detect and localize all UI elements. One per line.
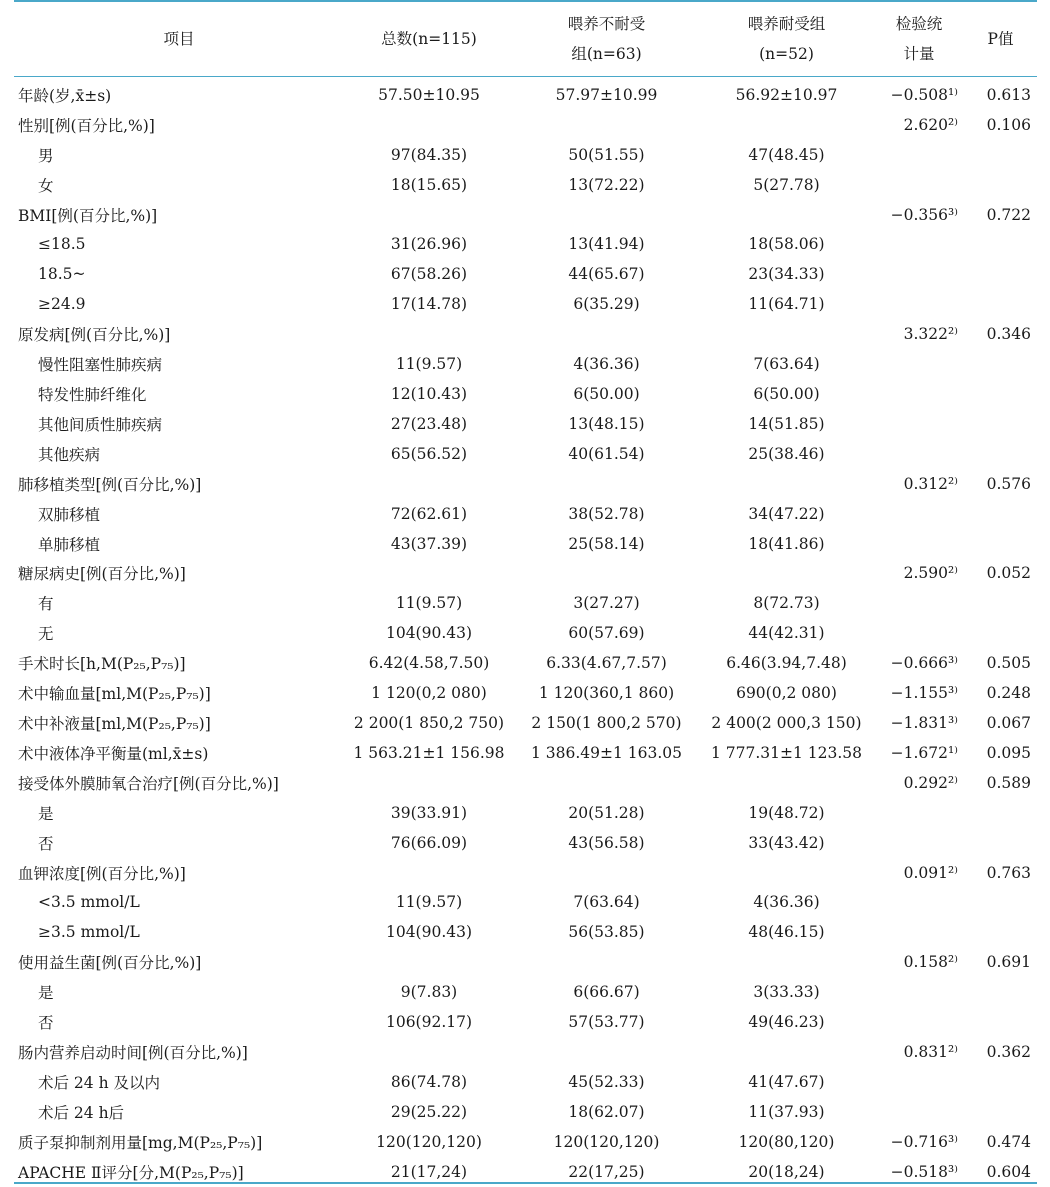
table-row [14,140,1037,170]
cell-statistic: 0.292²⁾ [903,773,958,792]
cell-intolerant: 7(63.64) [573,893,640,912]
table-row [14,439,1037,469]
cell-statistic: 3.322²⁾ [903,325,958,344]
cell-total: 97(84.35) [390,145,468,164]
cell-statistic: −1.672¹⁾ [890,743,958,762]
row-label: 无 [38,625,54,644]
cell-p-value: 0.604 [986,1162,1031,1181]
header-intolerant [514,9,699,69]
cell-intolerant: 22(17,25) [568,1162,645,1181]
row-label: 特发性肺纤维化 [38,386,147,405]
cell-tolerant: 6(50.00) [753,385,820,404]
cell-intolerant: 6(66.67) [573,983,640,1002]
table-row [14,947,1037,977]
cell-tolerant: 6.46(3.94,7.48) [726,654,847,673]
cell-intolerant: 25(58.14) [568,534,645,553]
row-label: 有 [38,595,54,614]
header-total: 总数(n=115) [381,30,477,48]
cell-p-value: 0.576 [986,474,1031,493]
table-row [14,110,1037,140]
cell-total: 104(90.43) [385,923,473,942]
table-row [14,259,1037,289]
table-row [14,1037,1037,1067]
table-row [14,588,1037,618]
row-label: 手术时长[h,M(P₂₅,P₇₅)] [18,655,186,674]
cell-tolerant: 7(63.64) [753,355,820,374]
header-statistic-line1: 检验统 [895,15,943,33]
header-item: 项目 [163,30,195,48]
cell-tolerant: 19(48.72) [748,803,825,822]
row-label: 慢性阻塞性肺疾病 [38,356,163,375]
row-label: 术中液体净平衡量(ml,x̄±s) [18,744,209,763]
cell-tolerant: 33(43.42) [748,833,825,852]
header-statistic [874,9,964,69]
cell-statistic: 2.620²⁾ [903,115,958,134]
cell-total: 6.42(4.58,7.50) [368,654,490,673]
cell-total: 65(56.52) [390,444,468,463]
row-label: ≥3.5 mmol/L [38,923,140,942]
cell-total: 11(9.57) [395,594,463,613]
cell-statistic: −0.518³⁾ [890,1162,958,1181]
table-row [14,1007,1037,1037]
table-row [14,917,1037,947]
cell-intolerant: 50(51.55) [568,145,645,164]
row-label: ≤18.5 [38,235,86,254]
cell-total: 1 563.21±1 156.98 [353,743,505,762]
cell-p-value: 0.346 [986,325,1031,344]
row-label: 女 [38,176,54,195]
table-row [14,887,1037,917]
row-label: <3.5 mmol/L [38,893,140,912]
table-row [14,708,1037,738]
cell-tolerant: 11(37.93) [748,1102,825,1121]
table-row [14,678,1037,708]
cell-intolerant: 1 386.49±1 163.05 [530,743,683,762]
cell-tolerant: 14(51.85) [748,414,825,433]
header-tolerant-line1: 喂养耐受组 [747,15,826,33]
row-label: 术后 24 h 及以内 [38,1073,160,1092]
cell-tolerant: 56.92±10.97 [735,85,838,104]
cell-tolerant: 47(48.45) [748,145,825,164]
cell-statistic: 0.312²⁾ [903,474,958,493]
row-label: 术后 24 h后 [38,1103,125,1122]
cell-tolerant: 4(36.36) [753,893,820,912]
cell-tolerant: 25(38.46) [748,444,825,463]
cell-intolerant: 13(48.15) [568,414,645,433]
cell-total: 17(14.78) [390,295,468,314]
data-table [14,0,1037,1187]
row-label: 原发病[例(百分比,%)] [18,326,171,345]
cell-intolerant: 6.33(4.67,7.57) [546,654,667,673]
cell-total: 43(37.39) [390,534,468,553]
header-intolerant-line1: 喂养不耐受 [567,15,646,33]
cell-p-value: 0.691 [986,953,1031,972]
table-row [14,618,1037,648]
cell-p-value: 0.474 [986,1132,1031,1151]
table-row [14,529,1037,559]
cell-tolerant: 18(58.06) [748,235,825,254]
header-statistic-line2: 计量 [903,45,935,63]
cell-total: 76(66.09) [390,833,468,852]
row-label: 使用益生菌[例(百分比,%)] [18,954,202,973]
cell-tolerant: 3(33.33) [753,983,820,1002]
cell-tolerant: 48(46.15) [748,923,825,942]
cell-intolerant: 56(53.85) [568,923,645,942]
cell-intolerant: 38(52.78) [568,504,645,523]
cell-intolerant: 3(27.27) [573,594,640,613]
cell-intolerant: 13(72.22) [568,175,645,194]
cell-total: 21(17,24) [390,1162,468,1181]
row-label: 否 [38,834,54,853]
row-label: 糖尿病史[例(百分比,%)] [18,565,186,584]
cell-p-value: 0.505 [986,654,1031,673]
cell-tolerant: 49(46.23) [748,1013,825,1032]
row-label: 血钾浓度[例(百分比,%)] [18,864,186,883]
table-row [14,1097,1037,1127]
cell-p-value: 0.763 [986,863,1031,882]
cell-total: 11(9.57) [395,893,463,912]
table-row [14,559,1037,589]
cell-tolerant: 2 400(2 000,3 150) [711,713,862,732]
table-row [14,80,1037,110]
row-label: 性别[例(百分比,%)] [18,116,155,135]
row-label: 其他疾病 [38,445,101,464]
cell-tolerant: 11(64.71) [748,295,825,314]
cell-statistic: 2.590²⁾ [903,564,958,583]
cell-statistic: −0.666³⁾ [890,654,958,673]
table-row [14,648,1037,678]
cell-total: 18(15.65) [390,175,468,194]
cell-statistic: 0.831²⁾ [903,1042,958,1061]
row-label: 年龄(岁,x̄±s) [18,86,112,105]
cell-tolerant: 18(41.86) [748,534,825,553]
table-row [14,349,1037,379]
cell-statistic: 0.091²⁾ [903,863,958,882]
cell-intolerant: 40(61.54) [568,444,645,463]
cell-total: 72(62.61) [390,504,468,523]
cell-intolerant: 44(65.67) [568,265,645,284]
cell-p-value: 0.052 [986,564,1031,583]
row-label: 肠内营养启动时间[例(百分比,%)] [18,1043,248,1062]
cell-tolerant: 23(34.33) [748,265,825,284]
cell-intolerant: 1 120(360,1 860) [538,684,675,703]
cell-total: 9(7.83) [400,983,458,1002]
cell-intolerant: 4(36.36) [573,355,640,374]
cell-total: 57.50±10.95 [378,85,480,104]
cell-total: 29(25.22) [390,1102,468,1121]
cell-intolerant: 57(53.77) [568,1013,645,1032]
cell-total: 12(10.43) [390,385,468,404]
row-label: ≥24.9 [38,295,86,314]
table-row [14,230,1037,260]
cell-p-value: 0.106 [986,115,1031,134]
cell-p-value: 0.362 [986,1042,1031,1061]
header-p-value: P值 [987,30,1014,48]
row-label: 是 [38,984,54,1003]
cell-total: 106(92.17) [385,1013,473,1032]
row-label: 是 [38,804,54,823]
row-label: 术中输血量[ml,M(P₂₅,P₇₅)] [18,685,211,704]
row-label: 其他间质性肺疾病 [38,415,163,434]
cell-intolerant: 18(62.07) [568,1102,645,1121]
header-intolerant-line2: 组(n=63) [571,45,642,63]
table-row [14,319,1037,349]
cell-p-value: 0.248 [986,684,1031,703]
table-row [14,768,1037,798]
cell-statistic: 0.158²⁾ [903,953,958,972]
table-body [14,77,1037,1187]
row-label: APACHE Ⅱ评分[分,M(P₂₅,P₇₅)] [18,1163,244,1182]
row-label: 单肺移植 [38,535,101,554]
cell-total: 31(26.96) [390,235,468,254]
table-row [14,828,1037,858]
table-row [14,977,1037,1007]
cell-tolerant: 690(0,2 080) [736,684,837,703]
row-label: 双肺移植 [38,505,101,524]
row-label: 术中补液量[ml,M(P₂₅,P₇₅)] [18,714,211,733]
cell-statistic: −0.508¹⁾ [890,85,958,104]
table-row [14,379,1037,409]
table-row [14,798,1037,828]
bottom-rule [14,1182,1037,1184]
table-row [14,200,1037,230]
cell-total: 104(90.43) [385,624,473,643]
table-row [14,289,1037,319]
table-row [14,409,1037,439]
table-row [14,1127,1037,1157]
cell-total: 67(58.26) [390,265,468,284]
cell-total: 39(33.91) [390,803,468,822]
cell-total: 1 120(0,2 080) [371,684,487,703]
cell-p-value: 0.589 [986,773,1031,792]
cell-tolerant: 120(80,120) [738,1132,835,1151]
row-label: BMI[例(百分比,%)] [18,206,158,225]
cell-intolerant: 60(57.69) [568,624,645,643]
cell-total: 27(23.48) [390,414,468,433]
cell-tolerant: 1 777.31±1 123.58 [710,743,863,762]
cell-p-value: 0.067 [986,713,1031,732]
cell-statistic: −1.155³⁾ [890,684,958,703]
cell-p-value: 0.095 [986,743,1031,762]
header-tolerant [699,9,874,69]
cell-total: 86(74.78) [390,1072,468,1091]
cell-intolerant: 13(41.94) [568,235,645,254]
cell-tolerant: 41(47.67) [748,1072,825,1091]
cell-statistic: −0.356³⁾ [890,205,958,224]
cell-p-value: 0.722 [986,205,1031,224]
table-row [14,738,1037,768]
cell-total: 2 200(1 850,2 750) [353,713,505,732]
row-label: 否 [38,1014,54,1033]
table-row [14,1067,1037,1097]
cell-statistic: −0.716³⁾ [890,1132,958,1151]
cell-tolerant: 44(42.31) [748,624,825,643]
row-label: 男 [38,146,54,165]
table-header [14,2,1037,77]
cell-intolerant: 57.97±10.99 [555,85,658,104]
row-label: 18.5~ [38,265,86,284]
cell-intolerant: 45(52.33) [568,1072,645,1091]
cell-tolerant: 20(18,24) [748,1162,825,1181]
cell-intolerant: 43(56.58) [568,833,645,852]
table-row [14,170,1037,200]
row-label: 肺移植类型[例(百分比,%)] [18,475,202,494]
table-row [14,499,1037,529]
cell-tolerant: 5(27.78) [753,175,820,194]
cell-tolerant: 34(47.22) [748,504,825,523]
cell-intolerant: 6(35.29) [573,295,640,314]
row-label: 接受体外膜肺氧合治疗[例(百分比,%)] [18,774,279,793]
row-label: 质子泵抑制剂用量[mg,M(P₂₅,P₇₅)] [18,1133,263,1152]
cell-intolerant: 120(120,120) [553,1132,660,1151]
header-tolerant-line2: (n=52) [759,45,814,63]
cell-intolerant: 2 150(1 800,2 570) [531,713,682,732]
cell-total: 11(9.57) [395,355,463,374]
cell-tolerant: 8(72.73) [753,594,820,613]
table-row [14,858,1037,888]
cell-total: 120(120,120) [376,1132,482,1151]
cell-p-value: 0.613 [986,85,1031,104]
cell-intolerant: 20(51.28) [568,803,645,822]
cell-statistic: −1.831³⁾ [890,713,958,732]
table-row [14,469,1037,499]
cell-intolerant: 6(50.00) [573,385,640,404]
